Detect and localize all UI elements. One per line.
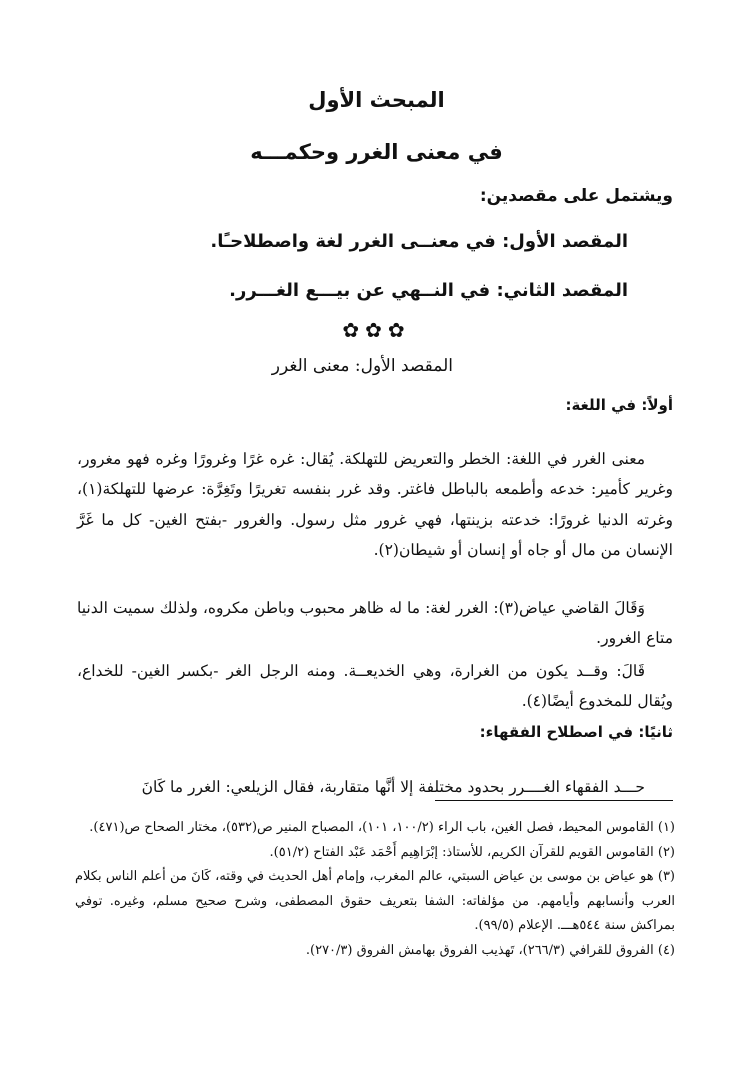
footnote-2: (٢) القاموس القويم للقرآن الكريم، للأستاذ: إبْرَاهِيم أَحْمَد عَبْد الفتاح (٥١/٢).: [269, 844, 675, 860]
intro-line: ويشتمل على مقصدين:: [479, 186, 673, 206]
subheading-language: أولاً: في اللغة:: [565, 396, 673, 414]
ornament-divider: ✿✿✿: [342, 318, 411, 342]
chapter-title: المبحث الأول: [308, 88, 445, 112]
footnote-divider: [435, 800, 673, 801]
goal-second: المقصد الثاني: في النــهي عن بيـــع الغـــرر.: [229, 280, 628, 301]
paragraph-gharara: قَالَ: وقــد يكون من الغرارة، وهي الخديعــة. ومنه الرجل الغر -بكسر الغين- للخداع، ويُقال للمخدوع أيضًا(٤).: [77, 661, 673, 710]
paragraph-jurists-definition: حـــد الفقهاء الغــــرر بحدود مختلفة إلا أنَّها متقاربة، فقال الزيلعي: الغرر ما كَانَ: [141, 777, 645, 796]
paragraph-qadi-iyad: وَقَالَ القاضي عياض(٣): الغرر لغة: ما له ظاهر محبوب وباطن مكروه، ولذلك سميت الدنيا متاع الغرور.: [77, 598, 673, 647]
paragraph-language-definition: معنى الغرر في اللغة: الخطر والتعريض للتهلكة. يُقال: غره غرًا وغرورًا وغره فهو مغرور، وغرير كأمير: خدعه وأطمعه بالباطل فاغتر. وقد غرر بنفسه تغريرًا وتَغِرَّة: عرضها للتهلكة(١)، وغرته الدنيا غرورًا: خدعته بزينتها، فهي غرور مثل رسول. والغرور -بفتح الغين- كل ما غَرَّ الإنسان من مال أو جاه أو إنسان أو شيطان(٢).: [77, 449, 673, 559]
footnote-1: (١) القاموس المحيط، فصل الغين، باب الراء (١٠٠/٢، ١٠١)، المصباح المنير ص(٥٣٢)، مختار الصحاح ص(٤٧١).: [89, 820, 675, 835]
section-title: المقصد الأول: معنى الغرر: [271, 356, 453, 376]
footnotes-list: [75, 816, 675, 963]
goal-first: المقصد الأول: في معنــى الغرر لغة واصطلاحـًا.: [210, 231, 628, 252]
chapter-subtitle: في معنى الغرر وحكمـــه: [250, 140, 503, 164]
footnote-3: (٣) هو عياض بن موسى بن عياض السبتي، عالم المغرب، وإمام أهل الحديث في وقته، كَانَ من أعلم الناس بكلام العرب وأنسابهم وأيامهم. من مؤلفاته: الشفا بتعريف حقوق المصطفى، وشرح صحيح مسلم، وغيره. توفي بمراكش سنة ٥٤٤هـــ. الإعلام (٩٩/٥).: [75, 869, 675, 933]
footnote-4: (٤) الفروق للقرافي (٢٦٦/٣)، تَهذيب الفروق بهامش الفروق (٢٧٠/٣).: [305, 942, 675, 958]
subheading-jurists: ثانيًا: في اصطلاح الفقهاء:: [479, 723, 673, 741]
